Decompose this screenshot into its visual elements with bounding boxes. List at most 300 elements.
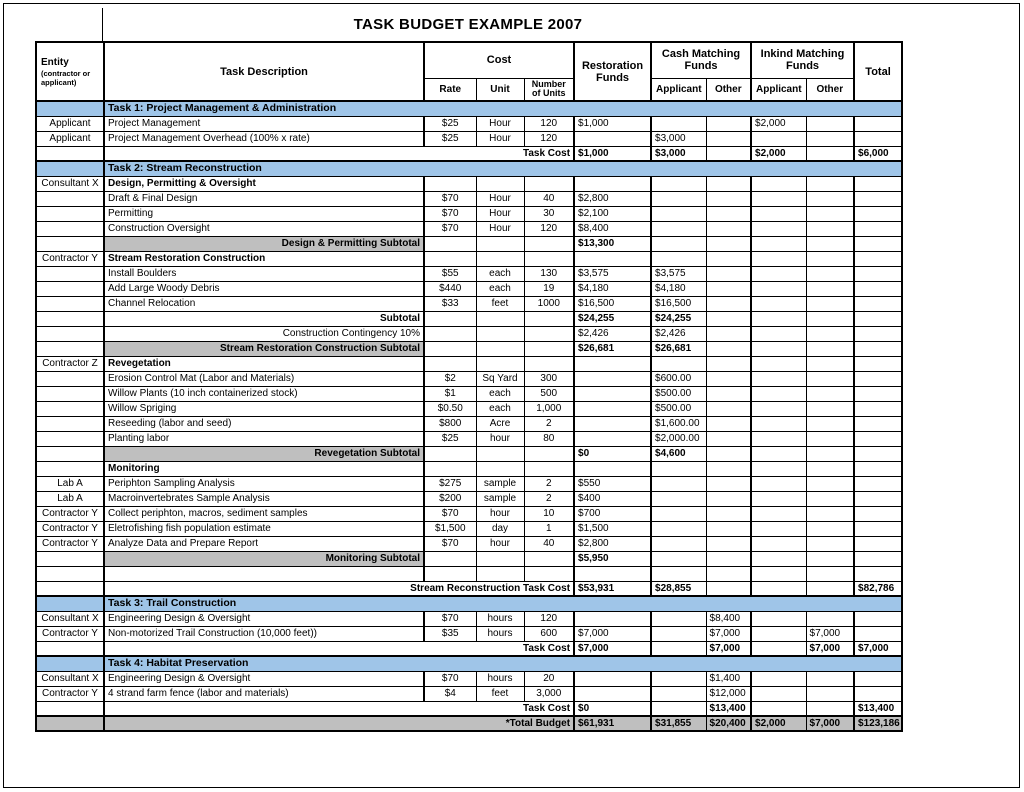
cash-other-cell xyxy=(706,266,751,281)
task-description-cell: Channel Relocation xyxy=(104,296,424,311)
cash-applicant-cell xyxy=(651,671,706,686)
total-cell xyxy=(854,551,902,566)
unit-cell xyxy=(476,311,524,326)
cash-applicant-cell xyxy=(651,251,706,266)
cash-other-cell xyxy=(706,401,751,416)
unit-cell: Acre xyxy=(476,416,524,431)
restoration-funds-cell xyxy=(574,611,651,626)
total-cell xyxy=(854,386,902,401)
total-cell xyxy=(854,356,902,371)
header-inkind-matching-funds: Inkind Matching Funds xyxy=(751,42,854,78)
units-cell xyxy=(524,566,574,581)
unit-cell xyxy=(476,326,524,341)
rate-cell: $275 xyxy=(424,476,476,491)
entity-cell: Contractor Y xyxy=(36,686,104,701)
units-cell: 130 xyxy=(524,266,574,281)
inkind-other-cell xyxy=(806,581,854,596)
cash-applicant-cell: $3,000 xyxy=(651,131,706,146)
inkind-applicant-cell xyxy=(751,131,806,146)
table-row xyxy=(36,296,902,311)
entity-cell xyxy=(36,461,104,476)
entity-cell xyxy=(36,146,104,161)
restoration-funds-cell: $1,500 xyxy=(574,521,651,536)
cash-other-cell xyxy=(706,386,751,401)
unit-cell: Sq Yard xyxy=(476,371,524,386)
inkind-other-cell xyxy=(806,551,854,566)
table-row xyxy=(36,461,902,476)
table-row xyxy=(36,491,902,506)
inkind-applicant-cell xyxy=(751,566,806,581)
table-row xyxy=(36,671,902,686)
inkind-applicant-cell xyxy=(751,461,806,476)
rate-cell: $70 xyxy=(424,671,476,686)
entity-cell xyxy=(36,446,104,461)
cash-applicant-cell xyxy=(651,626,706,641)
restoration-funds-cell: $61,931 xyxy=(574,716,651,731)
restoration-funds-cell: $5,950 xyxy=(574,551,651,566)
table-row xyxy=(36,581,902,596)
cash-other-cell xyxy=(706,116,751,131)
rate-cell xyxy=(424,176,476,191)
inkind-applicant-cell: $2,000 xyxy=(751,116,806,131)
total-cell xyxy=(854,491,902,506)
total-budget-label: *Total Budget xyxy=(104,716,574,731)
cash-applicant-cell xyxy=(651,236,706,251)
units-cell: 10 xyxy=(524,506,574,521)
task-description-cell: Monitoring xyxy=(104,461,424,476)
entity-cell xyxy=(36,101,104,116)
cash-other-cell: $13,400 xyxy=(706,701,751,716)
header-total: Total xyxy=(854,42,902,101)
entity-cell xyxy=(36,716,104,731)
cash-applicant-cell: $2,000.00 xyxy=(651,431,706,446)
inkind-other-cell xyxy=(806,146,854,161)
inkind-applicant-cell xyxy=(751,251,806,266)
inkind-applicant-cell xyxy=(751,671,806,686)
cash-applicant-cell: $3,575 xyxy=(651,266,706,281)
cash-other-cell xyxy=(706,446,751,461)
cash-other-cell xyxy=(706,371,751,386)
subtotal-label: Revegetation Subtotal xyxy=(104,446,424,461)
restoration-funds-cell: $1,000 xyxy=(574,116,651,131)
units-cell: 40 xyxy=(524,191,574,206)
units-cell: 2 xyxy=(524,476,574,491)
units-cell xyxy=(524,326,574,341)
inkind-other-cell xyxy=(806,176,854,191)
section-title: Task 4: Habitat Preservation xyxy=(104,656,902,671)
cash-other-cell: $8,400 xyxy=(706,611,751,626)
table-row xyxy=(36,536,902,551)
inkind-applicant-cell xyxy=(751,626,806,641)
entity-cell: Contractor Z xyxy=(36,356,104,371)
rate-cell: $70 xyxy=(424,611,476,626)
entity-cell: Consultant X xyxy=(36,176,104,191)
cash-other-cell: $1,400 xyxy=(706,671,751,686)
rate-cell: $0.50 xyxy=(424,401,476,416)
units-cell xyxy=(524,446,574,461)
inkind-applicant-cell xyxy=(751,431,806,446)
rate-cell xyxy=(424,356,476,371)
rate-cell xyxy=(424,446,476,461)
note-label: Construction Contingency 10% xyxy=(104,326,424,341)
inkind-other-cell xyxy=(806,281,854,296)
entity-cell xyxy=(36,431,104,446)
restoration-funds-cell xyxy=(574,416,651,431)
units-cell: 40 xyxy=(524,536,574,551)
title-left-rule xyxy=(102,8,103,41)
task-description-cell: Construction Oversight xyxy=(104,221,424,236)
total-cell xyxy=(854,266,902,281)
inkind-applicant-cell xyxy=(751,296,806,311)
restoration-funds-cell: $3,575 xyxy=(574,266,651,281)
entity-cell xyxy=(36,596,104,611)
inkind-other-cell xyxy=(806,611,854,626)
restoration-funds-cell: $0 xyxy=(574,701,651,716)
rate-cell: $1,500 xyxy=(424,521,476,536)
inkind-other-cell xyxy=(806,431,854,446)
cash-applicant-cell: $4,600 xyxy=(651,446,706,461)
table-row xyxy=(36,521,902,536)
rate-cell xyxy=(424,341,476,356)
task-description-cell: Add Large Woody Debris xyxy=(104,281,424,296)
inkind-applicant-cell xyxy=(751,536,806,551)
task-cost-label: Stream Reconstruction Task Cost xyxy=(104,581,574,596)
restoration-funds-cell: $0 xyxy=(574,446,651,461)
inkind-applicant-cell xyxy=(751,281,806,296)
unit-cell: Hour xyxy=(476,116,524,131)
entity-cell xyxy=(36,416,104,431)
cash-applicant-cell xyxy=(651,611,706,626)
table-row xyxy=(36,596,902,611)
total-cell xyxy=(854,431,902,446)
cash-applicant-cell: $24,255 xyxy=(651,311,706,326)
entity-cell xyxy=(36,566,104,581)
task-description-cell xyxy=(104,566,424,581)
rate-cell: $25 xyxy=(424,116,476,131)
inkind-applicant-cell xyxy=(751,236,806,251)
restoration-funds-cell xyxy=(574,251,651,266)
task-description-cell: Eletrofishing fish population estimate xyxy=(104,521,424,536)
entity-cell: Contractor Y xyxy=(36,521,104,536)
header-task-description: Task Description xyxy=(104,42,424,101)
inkind-applicant-cell xyxy=(751,341,806,356)
rate-cell xyxy=(424,326,476,341)
inkind-other-cell xyxy=(806,671,854,686)
rate-cell xyxy=(424,236,476,251)
total-cell xyxy=(854,221,902,236)
total-cell xyxy=(854,506,902,521)
inkind-other-cell xyxy=(806,476,854,491)
task-description-cell: Non-motorized Trail Construction (10,000 feet)) xyxy=(104,626,424,641)
cash-other-cell xyxy=(706,236,751,251)
restoration-funds-cell xyxy=(574,461,651,476)
inkind-other-cell xyxy=(806,506,854,521)
table-header xyxy=(36,42,902,101)
entity-cell xyxy=(36,296,104,311)
cash-other-cell xyxy=(706,551,751,566)
table-row xyxy=(36,191,902,206)
inkind-other-cell xyxy=(806,296,854,311)
table-row xyxy=(36,341,902,356)
inkind-other-cell xyxy=(806,221,854,236)
table-row xyxy=(36,311,902,326)
cash-other-cell xyxy=(706,251,751,266)
total-cell xyxy=(854,251,902,266)
table-row xyxy=(36,236,902,251)
inkind-applicant-cell xyxy=(751,446,806,461)
units-cell xyxy=(524,341,574,356)
entity-cell xyxy=(36,236,104,251)
total-cell xyxy=(854,341,902,356)
cash-applicant-cell xyxy=(651,221,706,236)
total-cell xyxy=(854,191,902,206)
unit-cell: hour xyxy=(476,536,524,551)
inkind-other-cell xyxy=(806,701,854,716)
units-cell: 1,000 xyxy=(524,401,574,416)
inkind-other-cell xyxy=(806,266,854,281)
inkind-other-cell xyxy=(806,491,854,506)
cash-other-cell xyxy=(706,431,751,446)
header-cash-matching-funds: Cash Matching Funds xyxy=(651,42,751,78)
inkind-applicant-cell xyxy=(751,356,806,371)
entity-cell: Contractor Y xyxy=(36,251,104,266)
header-entity-title: Entity xyxy=(41,56,69,68)
units-cell: 80 xyxy=(524,431,574,446)
task-description-cell: Periphton Sampling Analysis xyxy=(104,476,424,491)
units-cell xyxy=(524,176,574,191)
task-description-cell: Willow Plants (10 inch containerized stock) xyxy=(104,386,424,401)
task-description-cell: Engineering Design & Oversight xyxy=(104,611,424,626)
unit-cell xyxy=(476,341,524,356)
units-cell: 1 xyxy=(524,521,574,536)
entity-cell xyxy=(36,206,104,221)
unit-cell xyxy=(476,566,524,581)
entity-cell xyxy=(36,311,104,326)
cash-other-cell xyxy=(706,131,751,146)
entity-cell: Applicant xyxy=(36,131,104,146)
cash-applicant-cell xyxy=(651,206,706,221)
inkind-other-cell: $7,000 xyxy=(806,641,854,656)
entity-cell xyxy=(36,551,104,566)
header-entity-sub: (contractor or applicant) xyxy=(41,68,91,87)
inkind-other-cell xyxy=(806,236,854,251)
cash-applicant-cell: $500.00 xyxy=(651,401,706,416)
restoration-funds-cell: $2,426 xyxy=(574,326,651,341)
unit-cell xyxy=(476,236,524,251)
unit-cell: Hour xyxy=(476,206,524,221)
task-cost-label: Task Cost xyxy=(104,701,574,716)
rate-cell: $55 xyxy=(424,266,476,281)
task-description-cell: Willow Spriging xyxy=(104,401,424,416)
task-description-cell: Design, Permitting & Oversight xyxy=(104,176,424,191)
page-title: TASK BUDGET EXAMPLE 2007 xyxy=(353,16,583,33)
table-row xyxy=(36,371,902,386)
header-cost: Cost xyxy=(424,42,574,78)
inkind-other-cell xyxy=(806,356,854,371)
unit-cell xyxy=(476,551,524,566)
units-cell: 300 xyxy=(524,371,574,386)
rate-cell xyxy=(424,566,476,581)
rate-cell: $200 xyxy=(424,491,476,506)
rate-cell: $800 xyxy=(424,416,476,431)
total-cell xyxy=(854,566,902,581)
cash-applicant-cell xyxy=(651,566,706,581)
restoration-funds-cell: $7,000 xyxy=(574,641,651,656)
rate-cell xyxy=(424,311,476,326)
total-cell: $123,186 xyxy=(854,716,902,731)
cash-other-cell xyxy=(706,296,751,311)
total-cell xyxy=(854,626,902,641)
inkind-applicant-cell xyxy=(751,191,806,206)
table-row xyxy=(36,701,902,716)
units-cell xyxy=(524,251,574,266)
units-cell: 120 xyxy=(524,611,574,626)
header-restoration-funds: Restoration Funds xyxy=(574,42,651,101)
total-cell xyxy=(854,671,902,686)
table-row xyxy=(36,101,902,116)
total-cell xyxy=(854,446,902,461)
total-cell: $82,786 xyxy=(854,581,902,596)
header-row-groups xyxy=(36,42,902,78)
unit-cell xyxy=(476,461,524,476)
total-cell xyxy=(854,536,902,551)
cash-other-cell xyxy=(706,221,751,236)
entity-cell xyxy=(36,386,104,401)
section-title: Task 1: Project Management & Administration xyxy=(104,101,902,116)
units-cell: 2 xyxy=(524,416,574,431)
unit-cell xyxy=(476,446,524,461)
task-description-cell: Stream Restoration Construction xyxy=(104,251,424,266)
units-cell: 3,000 xyxy=(524,686,574,701)
entity-cell xyxy=(36,641,104,656)
entity-cell: Consultant X xyxy=(36,611,104,626)
cash-other-cell xyxy=(706,356,751,371)
entity-cell xyxy=(36,281,104,296)
rate-cell: $440 xyxy=(424,281,476,296)
table-row xyxy=(36,206,902,221)
cash-applicant-cell xyxy=(651,461,706,476)
total-cell xyxy=(854,311,902,326)
table-row xyxy=(36,131,902,146)
total-cell: $13,400 xyxy=(854,701,902,716)
units-cell: 120 xyxy=(524,221,574,236)
inkind-other-cell xyxy=(806,446,854,461)
rate-cell: $70 xyxy=(424,221,476,236)
inkind-applicant-cell xyxy=(751,686,806,701)
total-cell xyxy=(854,206,902,221)
inkind-applicant-cell xyxy=(751,506,806,521)
rate-cell: $1 xyxy=(424,386,476,401)
table-row xyxy=(36,401,902,416)
units-cell: 120 xyxy=(524,116,574,131)
rate-cell: $25 xyxy=(424,431,476,446)
entity-cell: Contractor Y xyxy=(36,626,104,641)
total-cell: $7,000 xyxy=(854,641,902,656)
restoration-funds-cell xyxy=(574,566,651,581)
units-cell xyxy=(524,236,574,251)
cash-applicant-cell: $1,600.00 xyxy=(651,416,706,431)
task-description-cell: Permitting xyxy=(104,206,424,221)
rate-cell: $70 xyxy=(424,506,476,521)
unit-cell: hours xyxy=(476,626,524,641)
inkind-other-cell xyxy=(806,191,854,206)
total-cell: $6,000 xyxy=(854,146,902,161)
cash-other-cell xyxy=(706,536,751,551)
cash-other-cell: $20,400 xyxy=(706,716,751,731)
total-cell xyxy=(854,401,902,416)
inkind-other-cell xyxy=(806,686,854,701)
inkind-other-cell xyxy=(806,401,854,416)
cash-other-cell xyxy=(706,341,751,356)
unit-cell: sample xyxy=(476,491,524,506)
restoration-funds-cell xyxy=(574,671,651,686)
total-cell xyxy=(854,686,902,701)
cash-other-cell xyxy=(706,566,751,581)
units-cell: 19 xyxy=(524,281,574,296)
table-row xyxy=(36,116,902,131)
cash-applicant-cell: $2,426 xyxy=(651,326,706,341)
subtotal-label: Subtotal xyxy=(104,311,424,326)
table-row xyxy=(36,161,902,176)
table-row xyxy=(36,551,902,566)
restoration-funds-cell xyxy=(574,131,651,146)
table-row xyxy=(36,326,902,341)
inkind-applicant-cell xyxy=(751,326,806,341)
unit-cell: hour xyxy=(476,431,524,446)
unit-cell: feet xyxy=(476,686,524,701)
inkind-other-cell xyxy=(806,251,854,266)
task-description-cell: Project Management xyxy=(104,116,424,131)
total-cell xyxy=(854,611,902,626)
cash-applicant-cell xyxy=(651,701,706,716)
inkind-other-cell xyxy=(806,326,854,341)
header-cash-applicant: Applicant xyxy=(651,78,706,101)
task-description-cell: 4 strand farm fence (labor and materials) xyxy=(104,686,424,701)
cash-other-cell xyxy=(706,476,751,491)
task-description-cell: Install Boulders xyxy=(104,266,424,281)
cash-other-cell xyxy=(706,521,751,536)
cash-other-cell xyxy=(706,191,751,206)
inkind-other-cell xyxy=(806,131,854,146)
inkind-applicant-cell xyxy=(751,521,806,536)
cash-other-cell xyxy=(706,176,751,191)
cash-applicant-cell xyxy=(651,536,706,551)
table-row xyxy=(36,716,902,731)
units-cell: 2 xyxy=(524,491,574,506)
inkind-other-cell xyxy=(806,461,854,476)
cash-other-cell xyxy=(706,581,751,596)
task-description-cell: Revegetation xyxy=(104,356,424,371)
unit-cell: feet xyxy=(476,296,524,311)
inkind-applicant-cell xyxy=(751,176,806,191)
entity-cell: Contractor Y xyxy=(36,506,104,521)
units-cell: 1000 xyxy=(524,296,574,311)
cash-applicant-cell xyxy=(651,506,706,521)
cash-applicant-cell xyxy=(651,686,706,701)
rate-cell xyxy=(424,461,476,476)
unit-cell: hours xyxy=(476,611,524,626)
unit-cell: hour xyxy=(476,506,524,521)
units-cell: 30 xyxy=(524,206,574,221)
unit-cell: each xyxy=(476,386,524,401)
inkind-applicant-cell xyxy=(751,371,806,386)
inkind-applicant-cell xyxy=(751,701,806,716)
units-cell: 20 xyxy=(524,671,574,686)
inkind-applicant-cell xyxy=(751,401,806,416)
restoration-funds-cell: $26,681 xyxy=(574,341,651,356)
budget-table xyxy=(35,41,903,732)
unit-cell: Hour xyxy=(476,131,524,146)
